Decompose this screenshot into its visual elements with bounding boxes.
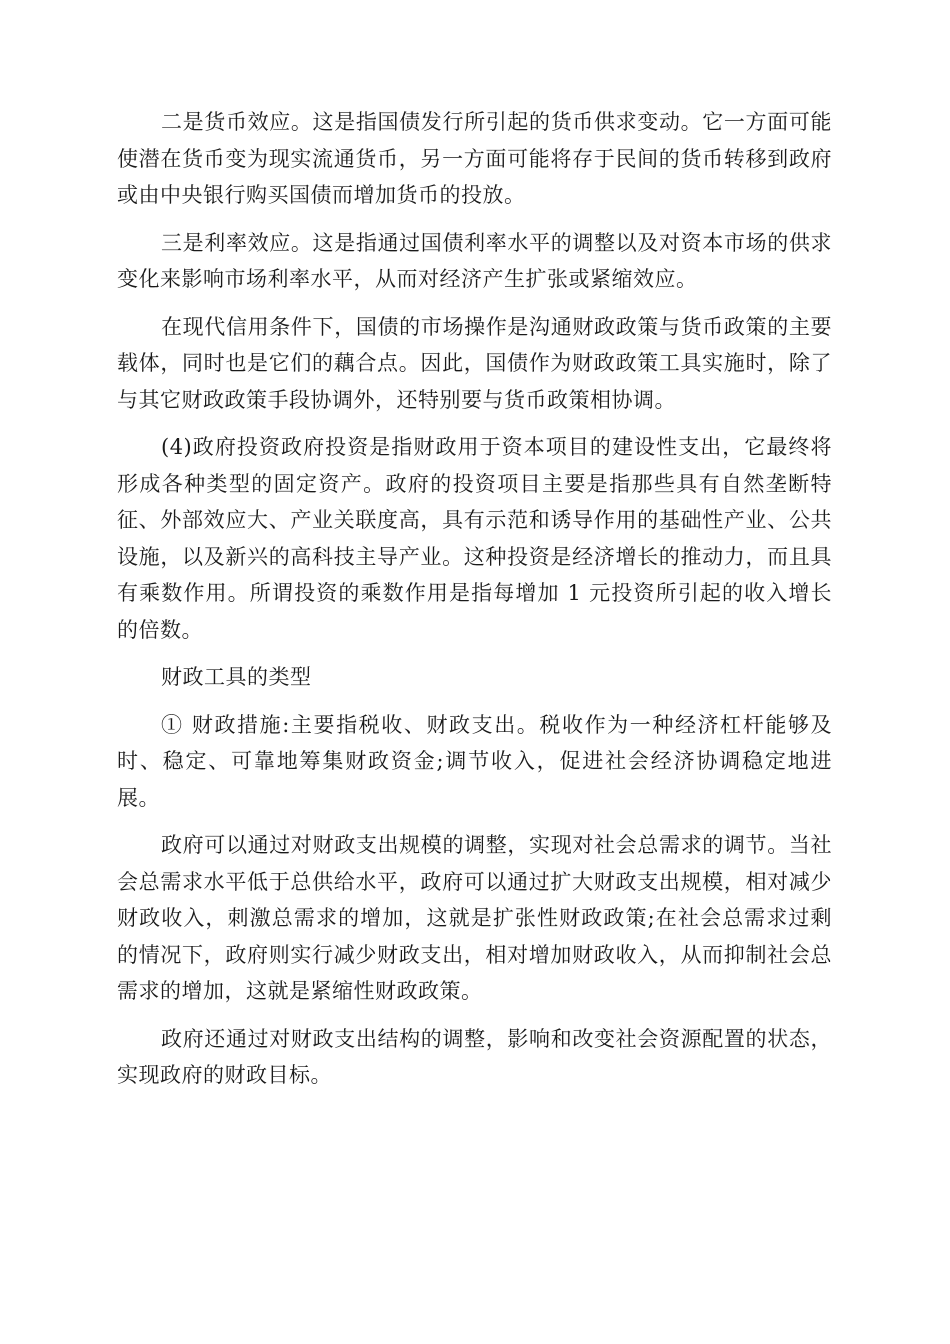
- paragraph-fiscal-measures: ① 财政措施:主要指税收、财政支出。税收作为一种经济杠杆能够及时、稳定、可靠地筹集财政资金;调节收入，促进社会经济协调稳定地进展。: [117, 712, 832, 810]
- paragraph-expenditure-scale: 政府可以通过对财政支出规模的调整，实现对社会总需求的调节。当社会总需求水平低于总供给水平，政府可以通过扩大财政支出规模，相对减少财政收入，刺激总需求的增加，这就是扩张性财政政策;在社会总需求过剩的情况下，政府则实行减少财政支出，相对增加财政收入，从而抑制社会总需求的增加，这就是紧缩性财政政策。: [117, 833, 832, 1003]
- paragraph-expenditure-structure: 政府还通过对财政支出结构的调整，影响和改变社会资源配置的状态，实现政府的财政目标。: [117, 1026, 832, 1087]
- paragraph-modern-credit: 在现代信用条件下，国债的市场操作是沟通财政政策与货币政策的主要载体，同时也是它们的藕合点。因此，国债作为财政政策工具实施时，除了与其它财政政策手段协调外，还特别要与货币政策相协调。: [117, 314, 832, 412]
- section-heading-fiscal-tools: 财政工具的类型: [161, 665, 312, 689]
- document-body: [117, 104, 832, 1105]
- paragraph-monetary-effect: 二是货币效应。这是指国债发行所引起的货币供求变动。它一方面可能使潜在货币变为现实流通货币，另一方面可能将存于民间的货币转移到政府或由中央银行购买国债而增加货币的投放。: [117, 110, 832, 207]
- paragraph-interest-rate-effect: 三是利率效应。这是指通过国债利率水平的调整以及对资本市场的供求变化来影响市场利率水平，从而对经济产生扩张或紧缩效应。: [117, 230, 832, 291]
- paragraph-government-investment: (4)政府投资政府投资是指财政用于资本项目的建设性支出，它最终将形成各种类型的固定资产。政府的投资项目主要是指那些具有自然垄断特征、外部效应大、产业关联度高，具有示范和诱导作用的基础性产业、公共设施，以及新兴的高科技主导产业。这种投资是经济增长的推动力，而且具有乘数作用。所谓投资的乘数作用是指每增加 1 元投资所引起的收入增长的倍数。: [117, 435, 832, 642]
